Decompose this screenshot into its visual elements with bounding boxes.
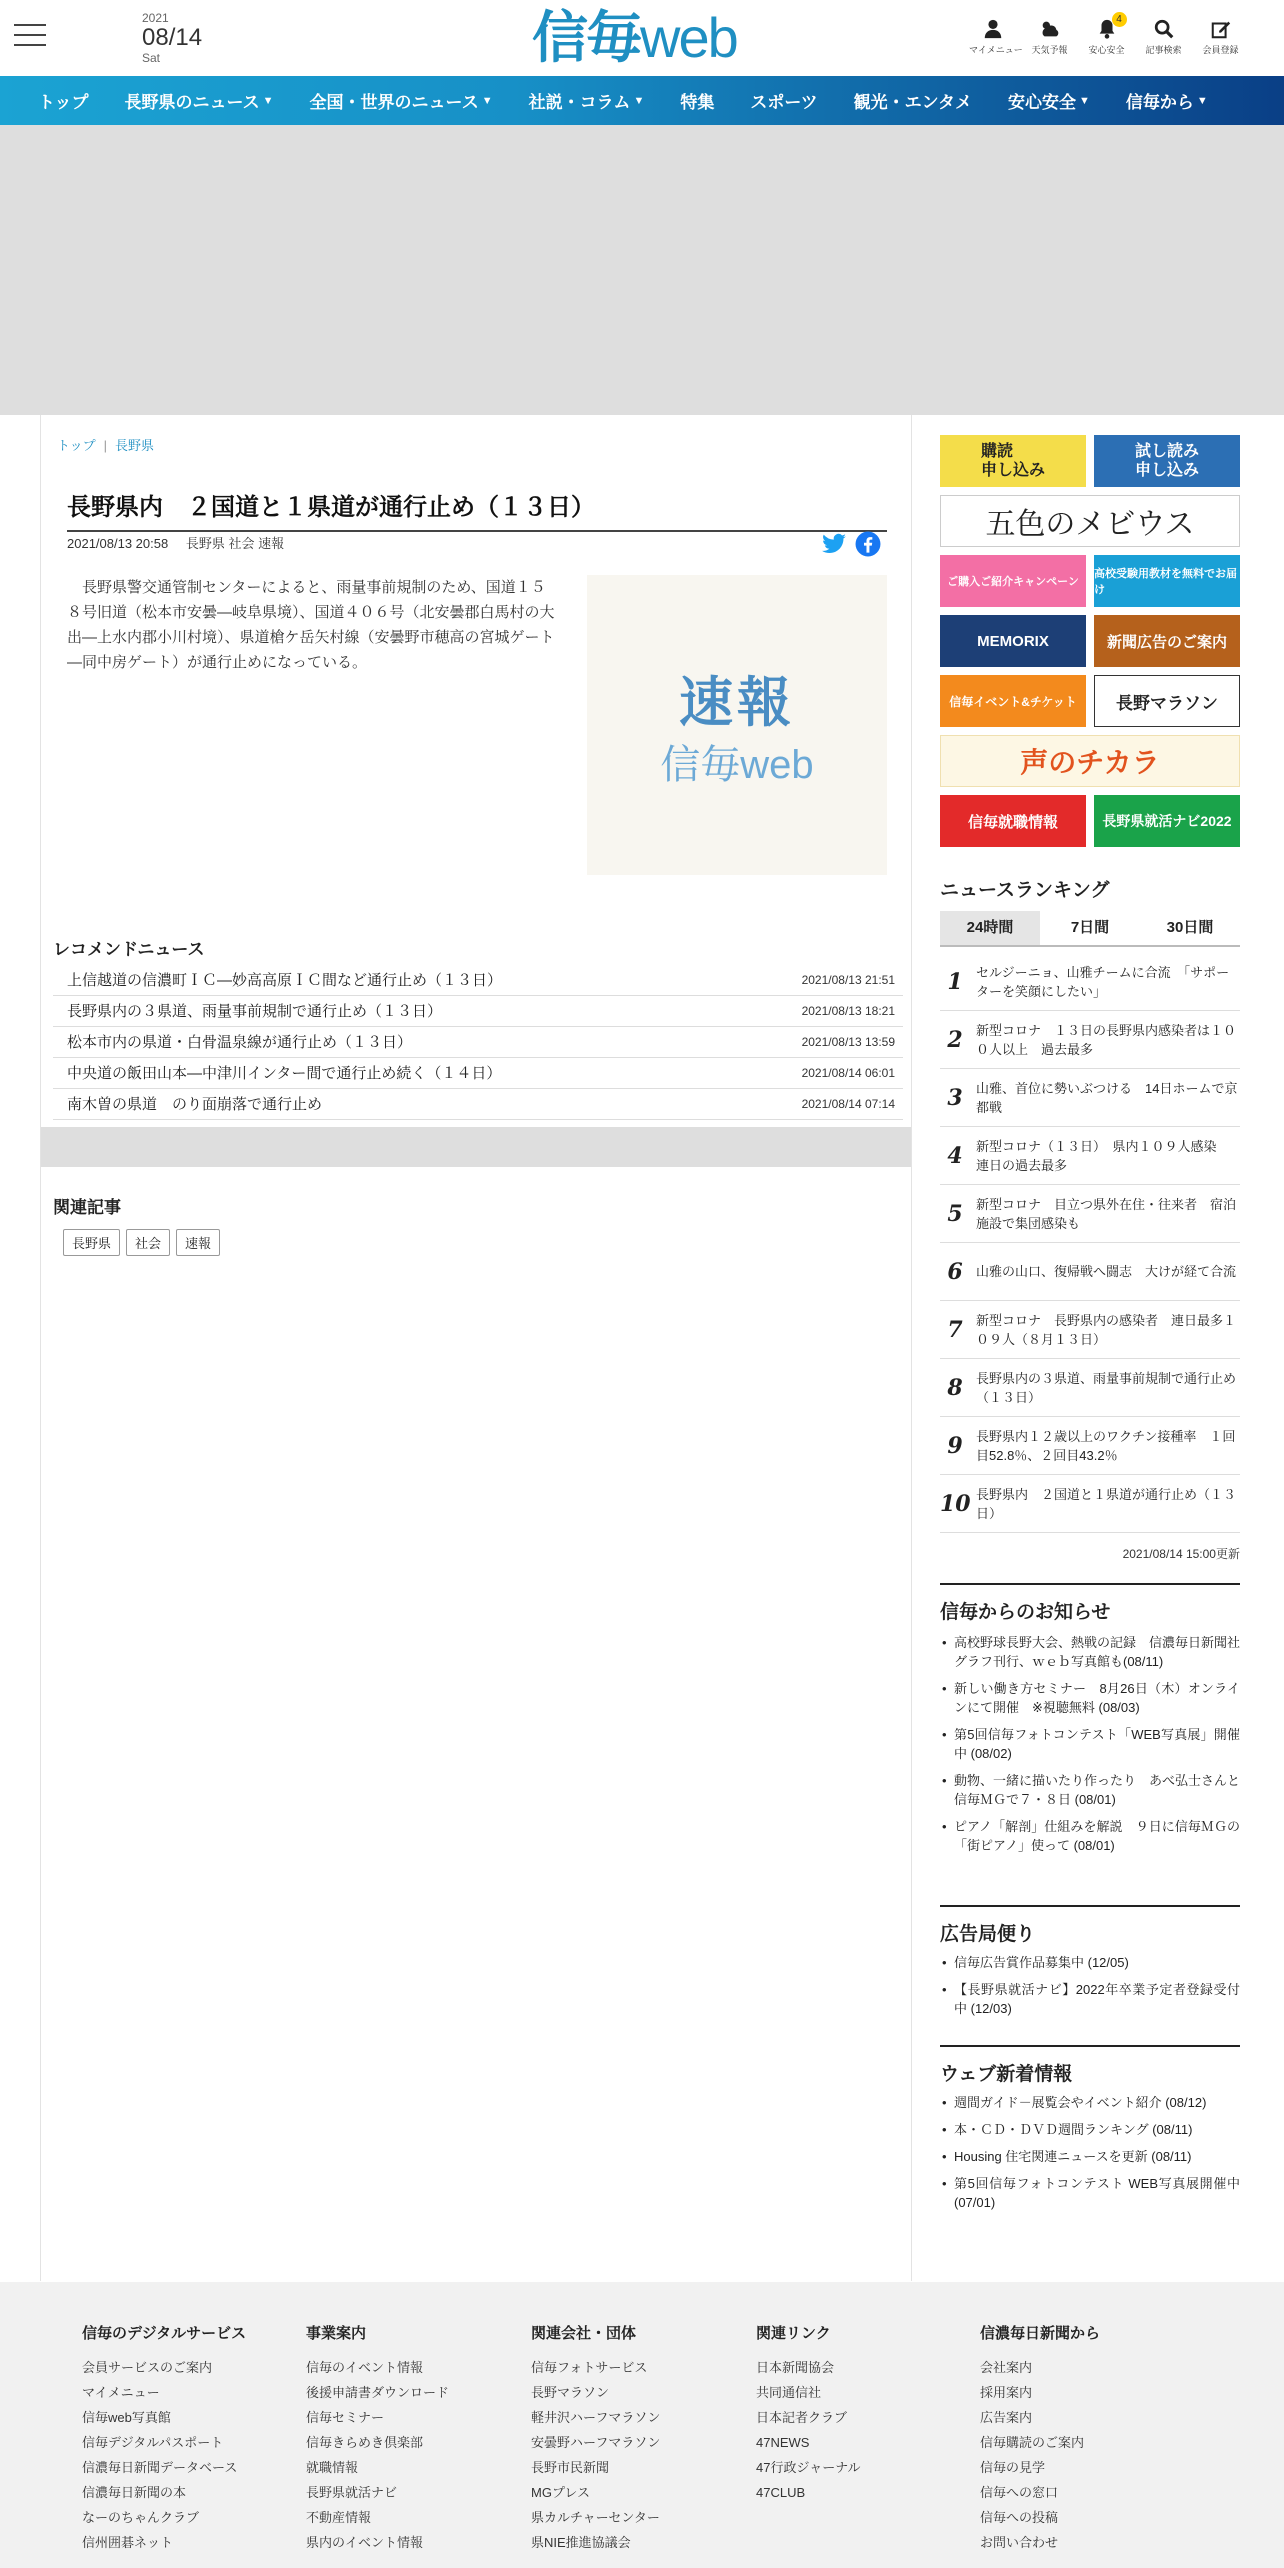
logo-web: web [640, 6, 737, 69]
ad-news-heading: 広告局便り [940, 1905, 1240, 1946]
facebook-icon[interactable] [855, 531, 881, 557]
footer-link[interactable]: 日本記者クラブ [756, 2410, 848, 2425]
date-month-day: 08/14 [142, 24, 203, 51]
recommend-heading: レコメンドニュース [53, 940, 205, 959]
nav-item-nagano-news[interactable] [125, 88, 274, 113]
top-ad-placeholder [0, 125, 1284, 415]
footer-link[interactable]: 共同通信社 [756, 2385, 822, 2400]
my-menu-button[interactable] [969, 18, 1023, 56]
footer-link[interactable]: 信毎への投稿 [980, 2510, 1059, 2525]
rank-number: 7 [947, 1316, 963, 1343]
chevron-down-icon: ▼ [633, 94, 645, 107]
list-item[interactable] [940, 1069, 1240, 1127]
list-item[interactable] [940, 1359, 1240, 1417]
footer-link[interactable]: 県NIE推進協議会 [531, 2535, 631, 2550]
article-datetime: 2021/08/13 20:58 [67, 536, 169, 551]
chevron-down-icon: ▼ [1196, 94, 1208, 107]
nav-label: トップ [38, 93, 89, 112]
rank-number: 4 [947, 1142, 963, 1169]
nav-item-entertainment[interactable] [854, 88, 972, 113]
footer-link[interactable]: 47CLUB [756, 2485, 806, 2500]
ranking-heading: ニュースランキング [940, 880, 1110, 901]
rank-title: 長野県内 ２国道と１県道が通行止め（１３日） [976, 1486, 1237, 1521]
footer-col-business [306, 2322, 516, 2555]
footer-link[interactable]: 長野マラソン [531, 2385, 610, 2400]
tab-24h[interactable]: 24時間 [940, 911, 1040, 945]
safety-label: 安心安全 [1088, 45, 1125, 55]
photo-logo-text: 信毎web [660, 743, 814, 787]
list-item[interactable]: • 新しい働き方セミナー 8月26日（木）オンラインにて開催 ※視聴無料 (08/03) [940, 1679, 1240, 1717]
footer-link[interactable]: 不動産情報 [306, 2510, 372, 2525]
register-button[interactable] [1197, 18, 1244, 56]
koe-no-chikara-banner[interactable]: 声のチカラ [940, 735, 1240, 787]
job-info-banner[interactable]: 信毎就職情報 [940, 795, 1086, 847]
list-item[interactable]: • 【長野県就活ナビ】2022年卒業予定者登録受付中 (12/03) [940, 1980, 1240, 2018]
register-label: 会員登録 [1202, 45, 1239, 55]
footer-link[interactable]: 後援申請書ダウンロード [306, 2385, 450, 2400]
chevron-down-icon: ▼ [481, 94, 493, 107]
tag-nagano[interactable]: 長野県 [63, 1229, 120, 1256]
footer-link[interactable]: 長野県就活ナビ [306, 2485, 398, 2500]
ranking-list [940, 953, 1240, 1533]
nav-item-top[interactable] [38, 88, 89, 113]
tab-7d[interactable]: 7日間 [1070, 919, 1110, 936]
footer-link[interactable]: 47行政ジャーナル [756, 2460, 861, 2475]
nav-label: 特集 [680, 93, 715, 112]
nav-item-features[interactable] [680, 88, 714, 113]
recommend-title: 上信越道の信濃町ＩＣ―妙高高原ＩＣ間など通行止め（１３日） [67, 972, 503, 989]
breadcrumb-current[interactable]: 長野県 [115, 438, 155, 453]
footer-col-affiliates [531, 2322, 741, 2555]
footer-col-company [980, 2322, 1190, 2555]
nav-label: 観光・エンタメ [853, 93, 972, 112]
recommend-title: 中央道の飯田山本―中津川インター間で通行止め続く（１４日） [67, 1065, 502, 1082]
footer-link[interactable]: 会社案内 [980, 2360, 1033, 2375]
main-nav [0, 76, 1284, 125]
article-photo [587, 575, 887, 875]
footer-col-digital [82, 2322, 292, 2555]
footer-link[interactable]: 軽井沢ハーフマラソン [531, 2410, 661, 2425]
list-item[interactable]: • 信毎広告賞作品募集中 (12/05) [940, 1953, 1240, 1972]
nav-label: スポーツ [750, 93, 818, 112]
list-item[interactable] [53, 1089, 903, 1120]
rank-number: 6 [947, 1258, 963, 1285]
footer-link[interactable]: 県カルチャーセンター [531, 2510, 660, 2525]
nav-item-safety[interactable] [1008, 88, 1090, 113]
site-header [0, 0, 1284, 76]
breadcrumb-home[interactable]: トップ [57, 438, 96, 453]
header-icon-bar [969, 14, 1244, 56]
nav-item-sports[interactable] [750, 88, 817, 113]
footer-link[interactable]: 長野市民新聞 [531, 2460, 610, 2475]
article-title: 長野県内 ２国道と１県道が通行止め（１３日） [67, 487, 887, 532]
trial-banner[interactable]: 試し読み 申し込み [1094, 435, 1240, 487]
rank-number: 1 [947, 968, 963, 995]
photo-breaking-text: 速報 [679, 673, 795, 733]
footer-link[interactable]: 県内のイベント情報 [306, 2535, 424, 2550]
footer-link[interactable]: マイメニュー [82, 2385, 160, 2400]
footer-link[interactable]: 信毎きらめき倶楽部 [306, 2435, 424, 2450]
list-item[interactable] [940, 1243, 1240, 1301]
list-item[interactable]: • 本・ＣＤ・ＤＶＤ週間ランキング (08/11) [940, 2120, 1240, 2139]
list-item[interactable]: • 週間ガイド－展覧会やイベント紹介 (08/12) [940, 2093, 1240, 2112]
tag-society[interactable]: 社会 [126, 1229, 170, 1256]
rank-number: 3 [947, 1084, 963, 1111]
footer-link[interactable]: 広告案内 [980, 2410, 1033, 2425]
list-item[interactable] [940, 953, 1240, 1011]
memorix-banner[interactable]: MEMORIX [940, 615, 1086, 667]
person-icon [982, 18, 1004, 40]
rank-number: 2 [947, 1026, 963, 1053]
recommend-title: 松本市内の県道・白骨温泉線が通行止め（１３日） [67, 1034, 413, 1051]
nav-label: 長野県のニュース [124, 93, 260, 112]
list-item[interactable] [940, 1127, 1240, 1185]
rank-title: 長野県内１２歳以上のワクチン接種率 １回目52.8％、２回目43.2％ [976, 1428, 1236, 1463]
footer-link[interactable]: 信濃毎日新聞データベース [82, 2460, 238, 2475]
tab-30d[interactable]: 30日間 [1166, 919, 1214, 936]
list-item[interactable] [53, 965, 903, 996]
article-body: 長野県警交通管制センターによると、雨量事前規制のため、国道１５８号旧道（松本市安曇―岐阜県境）、国道４０６号（北安曇郡白馬村の大出―上水内郡小川村境）、県道槍ケ岳矢村線（安曇野市穂高の宮城ゲート―同中房ゲート）が通行止めになっている。 [67, 579, 555, 671]
subscribe-banner[interactable]: 購読 申し込み [940, 435, 1086, 487]
search-label: 記事検索 [1145, 45, 1182, 55]
safety-button[interactable] [1083, 14, 1130, 56]
list-item[interactable] [53, 1058, 903, 1089]
footer-link[interactable]: 信毎セミナー [306, 2410, 385, 2425]
nav-label: 信毎から [1125, 93, 1194, 112]
footer-link[interactable]: 信毎購読のご案内 [980, 2435, 1085, 2450]
recommend-date: 2021/08/14 07:14 [801, 1097, 895, 1111]
date-year: 2021 [142, 11, 169, 25]
weather-label: 天気予報 [1031, 45, 1068, 55]
exam-materials-banner[interactable]: 高校受験用教材を無料でお届け [1094, 555, 1240, 607]
date-weekday: Sat [142, 51, 161, 65]
nav-item-from-shinmai[interactable] [1126, 88, 1208, 113]
rank-title: 山雅の山口、復帰戦へ闘志 大けが経て合流 [976, 1264, 1237, 1279]
tag-breaking[interactable]: 速報 [176, 1229, 220, 1256]
notices-heading: 信毎からのお知らせ [940, 1583, 1240, 1624]
footer-col-links [756, 2322, 966, 2505]
nav-item-world-news[interactable] [310, 88, 493, 113]
my-menu-label: マイメニュー [969, 45, 1023, 55]
list-item[interactable]: • 第5回信毎フォトコンテスト WEB写真展開催中 (07/01) [940, 2174, 1240, 2212]
goshiki-mebius-banner[interactable]: 五色のメビウス [940, 495, 1240, 547]
rank-number: 5 [947, 1200, 963, 1227]
list-item[interactable]: • ピアノ「解剖」仕組みを解説 ９日に信毎ＭＧの「街ピアノ」使って (08/01) [940, 1817, 1240, 1855]
site-footer [0, 2282, 1284, 2568]
ad-news-list [940, 1953, 1240, 2026]
breadcrumb [57, 435, 154, 454]
rank-title: 長野県内の３県道、雨量事前規制で通行止め（１３日） [976, 1370, 1237, 1405]
hamburger-menu-icon[interactable] [14, 24, 46, 46]
main-column [40, 415, 912, 2281]
footer-link[interactable]: 信濃毎日新聞の本 [82, 2485, 187, 2500]
rank-number: 8 [947, 1374, 963, 1401]
footer-link[interactable]: お問い合わせ [980, 2535, 1059, 2550]
chevron-down-icon: ▼ [262, 94, 274, 107]
web-new-heading: ウェブ新着情報 [940, 2045, 1240, 2086]
footer-link[interactable]: 安曇野ハーフマラソン [531, 2435, 661, 2450]
inline-ad-placeholder [41, 1127, 911, 1167]
list-item[interactable]: • 高校野球長野大会、熱戦の記録 信濃毎日新聞社グラフ刊行、ｗｅｂ写真館も(08/11) [940, 1633, 1240, 1671]
content-layout [0, 415, 1284, 2281]
nav-label: 全国・世界のニュース [309, 93, 479, 112]
ranking-updated: 2021/08/14 15:00更新 [1122, 1547, 1240, 1561]
article-categories: 長野県 社会 速報 [185, 536, 285, 551]
list-item[interactable] [940, 1011, 1240, 1069]
banner-stack [940, 435, 1240, 855]
rank-title: 新型コロナ 長野県内の感染者 連日最多１０９人（８月１３日） [976, 1312, 1237, 1347]
list-item[interactable] [940, 1417, 1240, 1475]
rank-title: 新型コロナ（１３日） 県内１０９人感染 連日の過去最多 [976, 1138, 1230, 1173]
weather-button[interactable] [1026, 18, 1073, 56]
footer-link[interactable]: 信毎デジタルパスポート [82, 2435, 224, 2450]
weather-icon [1039, 18, 1061, 40]
footer-link[interactable]: 信毎フォトサービス [531, 2360, 648, 2375]
recommend-title: 長野県内の３県道、雨量事前規制で通行止め（１３日） [67, 1003, 443, 1020]
recommend-date: 2021/08/13 21:51 [801, 973, 895, 987]
list-item[interactable]: • Housing 住宅関連ニュースを更新 (08/11) [940, 2147, 1240, 2166]
nav-label: 社説・コラム [528, 93, 631, 112]
site-logo[interactable] [532, 6, 737, 71]
rank-number: 10 [940, 1490, 971, 1517]
list-item[interactable]: • 第5回信毎フォトコンテスト「WEB写真展」開催中 (08/02) [940, 1725, 1240, 1763]
list-item[interactable] [53, 1027, 903, 1058]
list-item[interactable] [53, 996, 903, 1027]
list-item[interactable] [940, 1185, 1240, 1243]
notices-list [940, 1633, 1240, 1863]
list-item[interactable]: • 動物、一緒に描いたり作ったり あべ弘士さんと信毎ＭＧで７・８日 (08/01) [940, 1771, 1240, 1809]
logo-main: 信毎 [532, 6, 640, 71]
footer-link[interactable]: 会員サービスのご案内 [82, 2360, 213, 2375]
share-buttons [821, 531, 881, 557]
footer-link[interactable]: 信毎のイベント情報 [306, 2360, 424, 2375]
nagano-marathon-banner[interactable]: 長野マラソン [1094, 675, 1240, 727]
list-item[interactable] [940, 1301, 1240, 1359]
search-icon [1153, 18, 1175, 40]
events-tickets-banner[interactable]: 信毎イベント&チケット [940, 675, 1086, 727]
footer-link[interactable]: 就職情報 [306, 2460, 359, 2475]
footer-link[interactable]: 日本新聞協会 [756, 2360, 835, 2375]
footer-link[interactable]: 信毎への窓口 [980, 2485, 1059, 2500]
notification-badge: 4 [1112, 12, 1127, 27]
header-date [142, 12, 202, 64]
footer-link[interactable]: 信毎web写真館 [82, 2410, 171, 2425]
footer-link[interactable]: 信毎の見学 [980, 2460, 1046, 2475]
article-search-button[interactable] [1140, 18, 1187, 56]
footer-heading: 信毎のデジタルサービス [82, 2325, 247, 2342]
nav-label: 安心安全 [1007, 93, 1076, 112]
recommend-date: 2021/08/13 18:21 [801, 1004, 895, 1018]
rank-title: 新型コロナ １３日の長野県内感染者は１００人以上 過去最多 [976, 1022, 1237, 1057]
footer-link[interactable]: 信州囲碁ネット [82, 2535, 174, 2550]
footer-link[interactable]: 47NEWS [756, 2435, 810, 2450]
recommend-title: 南木曽の県道 のり面崩落で通行止め [67, 1096, 323, 1113]
footer-heading: 関連会社・団体 [531, 2325, 637, 2342]
web-new-list [940, 2093, 1240, 2220]
nav-item-editorial[interactable] [529, 88, 645, 113]
list-item[interactable] [940, 1475, 1240, 1533]
ranking-tabs [940, 911, 1240, 947]
rank-title: 新型コロナ 目立つ県外在住・往来者 宿泊施設で集団感染も [976, 1196, 1237, 1231]
newspaper-ad-banner[interactable]: 新聞広告のご案内 [1094, 615, 1240, 667]
recommend-list [53, 965, 903, 1120]
recommend-date: 2021/08/13 13:59 [801, 1035, 895, 1049]
article-meta [67, 533, 298, 552]
footer-link[interactable]: 採用案内 [980, 2385, 1033, 2400]
job-navi-banner[interactable]: 長野県就活ナビ2022 [1094, 795, 1240, 847]
rank-number: 9 [947, 1432, 963, 1459]
related-heading: 関連記事 [53, 1198, 121, 1217]
rank-title: 山雅、首位に勢いぶつける 14日ホームで京都戦 [976, 1080, 1238, 1115]
campaign-banner[interactable]: ご購入ご紹介キャンペーン [940, 555, 1086, 607]
related-tags [63, 1229, 220, 1256]
footer-heading: 関連リンク [756, 2325, 831, 2342]
footer-link[interactable]: MGプレス [531, 2485, 591, 2500]
footer-link[interactable]: なーのちゃんクラブ [82, 2510, 200, 2525]
rank-title: セルジーニョ、山雅チームに合流 「サポーターを笑顔にしたい」 [976, 964, 1230, 999]
edit-icon [1210, 18, 1232, 40]
twitter-icon[interactable] [821, 531, 847, 557]
recommend-date: 2021/08/14 06:01 [801, 1066, 895, 1080]
footer-heading: 信濃毎日新聞から [980, 2325, 1101, 2342]
breadcrumb-separator: | [103, 438, 108, 453]
footer-heading: 事業案内 [306, 2325, 367, 2342]
chevron-down-icon: ▼ [1078, 94, 1090, 107]
